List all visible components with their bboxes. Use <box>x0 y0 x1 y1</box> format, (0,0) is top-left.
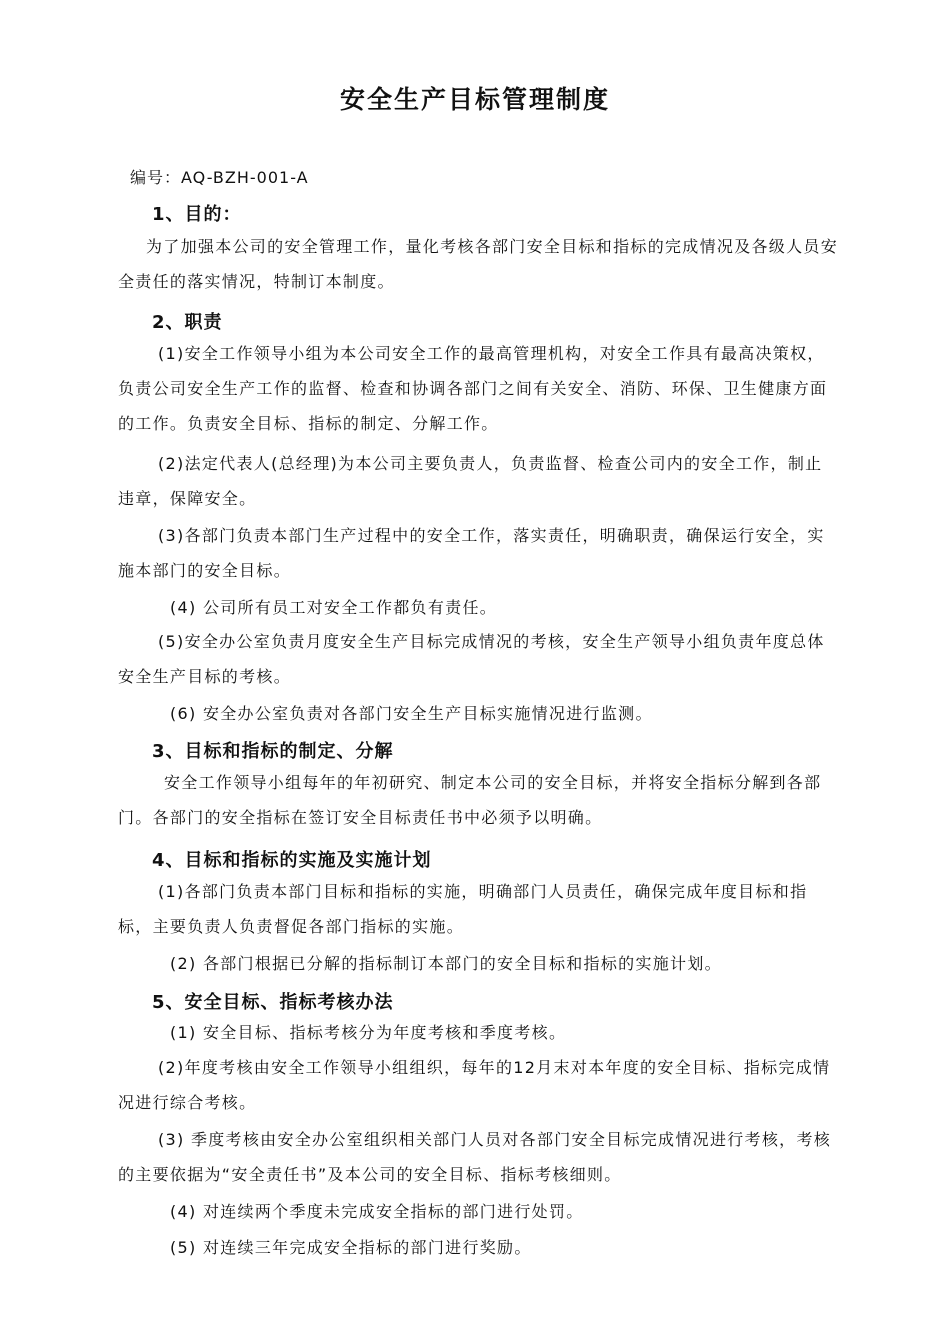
paragraph: 为了加强本公司的安全管理工作，量化考核各部门安全目标和指标的完成情况及各级人员安全责任的落实情况，特制订本制度。 <box>118 237 839 291</box>
paragraph: (4) 公司所有员工对安全工作都负有责任。 <box>170 598 498 617</box>
paragraph: (1)安全工作领导小组为本公司安全工作的最高管理机构，对安全工作具有最高决策权，负责公司安全生产工作的监督、检查和协调各部门之间有关安全、消防、环保、卫生健康方面的工作。负责安全目标、指标的制定、分解工作。 <box>118 344 828 433</box>
section-heading-implementation: 4、目标和指标的实施及实施计划 <box>152 850 432 871</box>
paragraph: (3) 季度考核由安全办公室组织相关部门人员对各部门安全目标完成情况进行考核，考核的主要依据为“安全责任书”及本公司的安全目标、指标考核细则。 <box>118 1130 832 1184</box>
paragraph: (3)各部门负责本部门生产过程中的安全工作，落实责任，明确职责，确保运行安全，实施本部门的安全目标。 <box>118 526 825 580</box>
paragraph: (5) 对连续三年完成安全指标的部门进行奖励。 <box>170 1238 532 1257</box>
section-heading-responsibilities: 2、职责 <box>152 312 223 333</box>
paragraph: 安全工作领导小组每年的年初研究、制定本公司的安全目标，并将安全指标分解到各部门。各部门的安全指标在签订安全目标责任书中必须予以明确。 <box>118 773 822 827</box>
paragraph: (2) 各部门根据已分解的指标制订本部门的安全目标和指标的实施计划。 <box>170 954 722 973</box>
section-heading-purpose: 1、目的： <box>152 204 242 225</box>
paragraph: (2)法定代表人(总经理)为本公司主要负责人，负责监督、检查公司内的安全工作，制止违章，保障安全。 <box>118 454 823 508</box>
paragraph: (6) 安全办公室负责对各部门安全生产目标实施情况进行监测。 <box>170 704 653 723</box>
section-heading-targets: 3、目标和指标的制定、分解 <box>152 741 394 762</box>
paragraph: (4) 对连续两个季度未完成安全指标的部门进行处罚。 <box>170 1202 584 1221</box>
document-code: 编号：AQ-BZH-001-A <box>130 168 309 187</box>
paragraph: (1)各部门负责本部门目标和指标的实施，明确部门人员责任，确保完成年度目标和指标，主要负责人负责督促各部门指标的实施。 <box>118 882 808 936</box>
paragraph: (1) 安全目标、指标考核分为年度考核和季度考核。 <box>170 1023 567 1042</box>
document-title: 安全生产目标管理制度 <box>339 85 610 114</box>
section-heading-assessment: 5、安全目标、指标考核办法 <box>152 992 394 1013</box>
paragraph: (2)年度考核由安全工作领导小组组织，每年的12月末对本年度的安全目标、指标完成情况进行综合考核。 <box>118 1058 831 1112</box>
paragraph: (5)安全办公室负责月度安全生产目标完成情况的考核，安全生产领导小组负责年度总体安全生产目标的考核。 <box>118 632 825 686</box>
